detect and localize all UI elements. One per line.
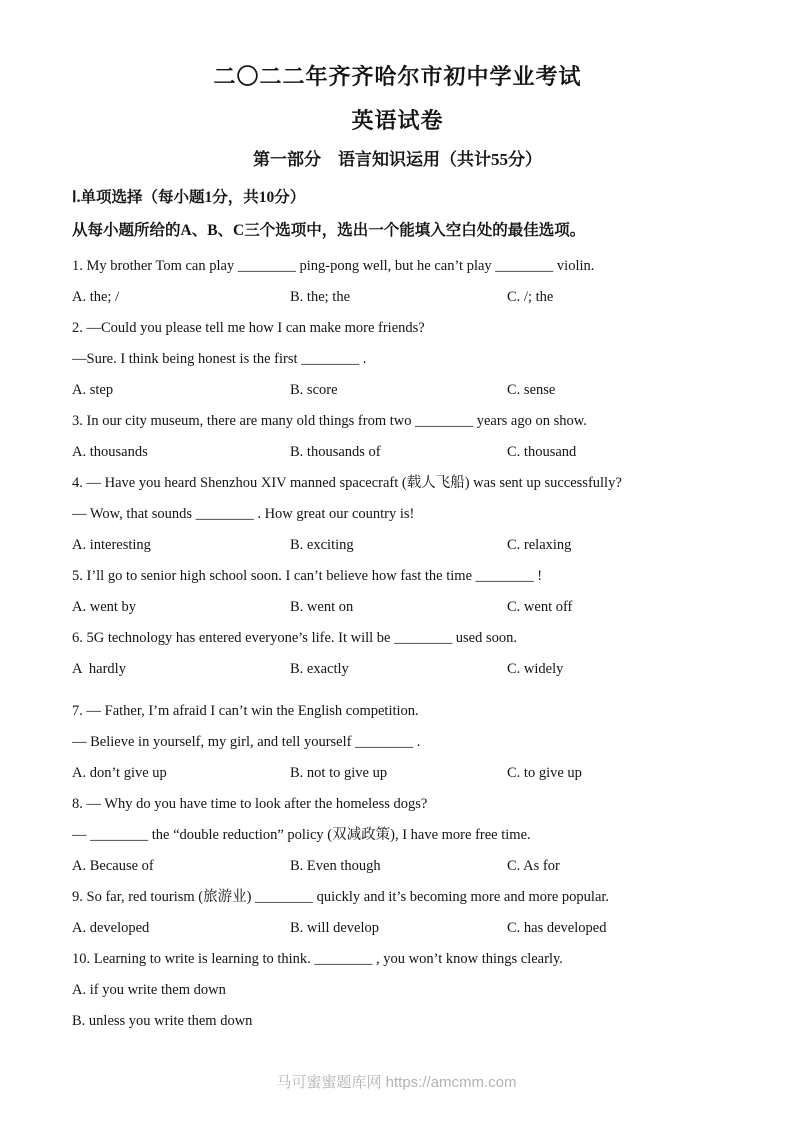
instructions: 从每小题所给的A、B、C三个选项中，选出一个能填入空白处的最佳选项。 <box>72 222 586 239</box>
question-4-text: 4. — Have you heard Shenzhou XIV manned spacecraft (载人飞船) was sent up successfully? <box>72 475 622 491</box>
question-7-text: 7. — Father, I’m afraid I can’t win the English competition. <box>72 703 419 719</box>
exam-subtitle: 英语试卷 <box>351 108 444 133</box>
question-2-option: A. step <box>72 382 114 398</box>
question-8-text: 8. — Why do you have time to look after the homeless dogs? <box>72 796 428 812</box>
question-6 <box>72 623 723 685</box>
question-3-text: 3. In our city museum, there are many old things from two ________ years ago on show. <box>72 413 587 429</box>
question-3-option: B. thousands of <box>290 444 381 460</box>
question-1-option: A. the; / <box>72 289 120 305</box>
question-9-text: 9. So far, red tourism (旅游业) ________ quickly and it’s becoming more and more popular. <box>72 889 610 905</box>
question-8-option: A. Because of <box>72 858 154 874</box>
question-4 <box>72 468 723 561</box>
question-10 <box>72 944 723 1037</box>
question-1-options <box>72 282 723 313</box>
question-9-option: A. developed <box>72 920 150 936</box>
question-5-option: B. went on <box>290 599 354 615</box>
question-7 <box>72 696 723 789</box>
question-9-options <box>72 913 723 944</box>
question-6-option: A hardly <box>72 661 126 677</box>
question-5-option: A. went by <box>72 599 137 615</box>
question-8-options <box>72 851 723 882</box>
question-4-option: A. interesting <box>72 537 151 553</box>
part-heading: Ⅰ.单项选择（每小题1分，共10分） <box>72 189 306 206</box>
question-8-option: C. As for <box>507 858 560 874</box>
question-1 <box>72 251 723 313</box>
question-2-option: C. sense <box>507 382 556 398</box>
question-6-options <box>72 654 723 685</box>
question-2-option: B. score <box>290 382 338 398</box>
question-7-text: — Believe in yourself, my girl, and tell yourself ________ . <box>72 734 421 750</box>
question-6-option: B. exactly <box>290 661 349 677</box>
question-2-options <box>72 375 723 406</box>
question-2-text: —Sure. I think being honest is the first ________ . <box>72 351 367 367</box>
question-2 <box>72 313 723 406</box>
exam-title: 二〇二二年齐齐哈尔市初中学业考试 <box>213 64 582 89</box>
question-4-option: C. relaxing <box>507 537 572 553</box>
question-4-options <box>72 530 723 561</box>
question-6-text: 6. 5G technology has entered everyone’s life. It will be ________ used soon. <box>72 630 517 646</box>
question-8 <box>72 789 723 882</box>
question-4-option: B. exciting <box>290 537 354 553</box>
question-7-option: A. don’t give up <box>72 765 167 781</box>
question-4-text: — Wow, that sounds ________ . How great our country is! <box>72 506 415 522</box>
question-9 <box>72 882 723 944</box>
question-9-option: B. will develop <box>290 920 380 936</box>
question-10-text: 10. Learning to write is learning to think. ________ , you won’t know things clearly. <box>72 951 563 967</box>
question-7-option: B. not to give up <box>290 765 388 781</box>
watermark-footer: 马可蜜蜜题库网 https://amcmm.com <box>276 1074 517 1091</box>
question-8-option: B. Even though <box>290 858 381 874</box>
question-10-option: A. if you write them down <box>72 982 226 998</box>
question-5-options <box>72 592 723 623</box>
question-5-text: 5. I’ll go to senior high school soon. I can’t believe how fast the time ________ ! <box>72 568 543 584</box>
question-3-option: A. thousands <box>72 444 148 460</box>
question-1-option: C. /; the <box>507 289 554 305</box>
question-10-option: B. unless you write them down <box>72 1013 253 1029</box>
question-3 <box>72 406 723 468</box>
question-6-option: C. widely <box>507 661 564 677</box>
question-3-option: C. thousand <box>507 444 577 460</box>
question-8-text: — ________ the “double reduction” policy (双减政策), I have more free time. <box>72 827 531 843</box>
question-1-text: 1. My brother Tom can play ________ ping-pong well, but he can’t play ________ violin. <box>72 258 595 274</box>
question-2-text: 2. —Could you please tell me how I can make more friends? <box>72 320 425 336</box>
section-heading: 第一部分 语言知识运用（共计55分） <box>253 150 542 169</box>
question-1-option: B. the; the <box>290 289 351 305</box>
question-3-options <box>72 437 723 468</box>
question-9-option: C. has developed <box>507 920 607 936</box>
question-5 <box>72 561 723 623</box>
question-7-options <box>72 758 723 789</box>
question-5-option: C. went off <box>507 599 573 615</box>
question-7-option: C. to give up <box>507 765 582 781</box>
questions-container <box>72 251 723 1037</box>
